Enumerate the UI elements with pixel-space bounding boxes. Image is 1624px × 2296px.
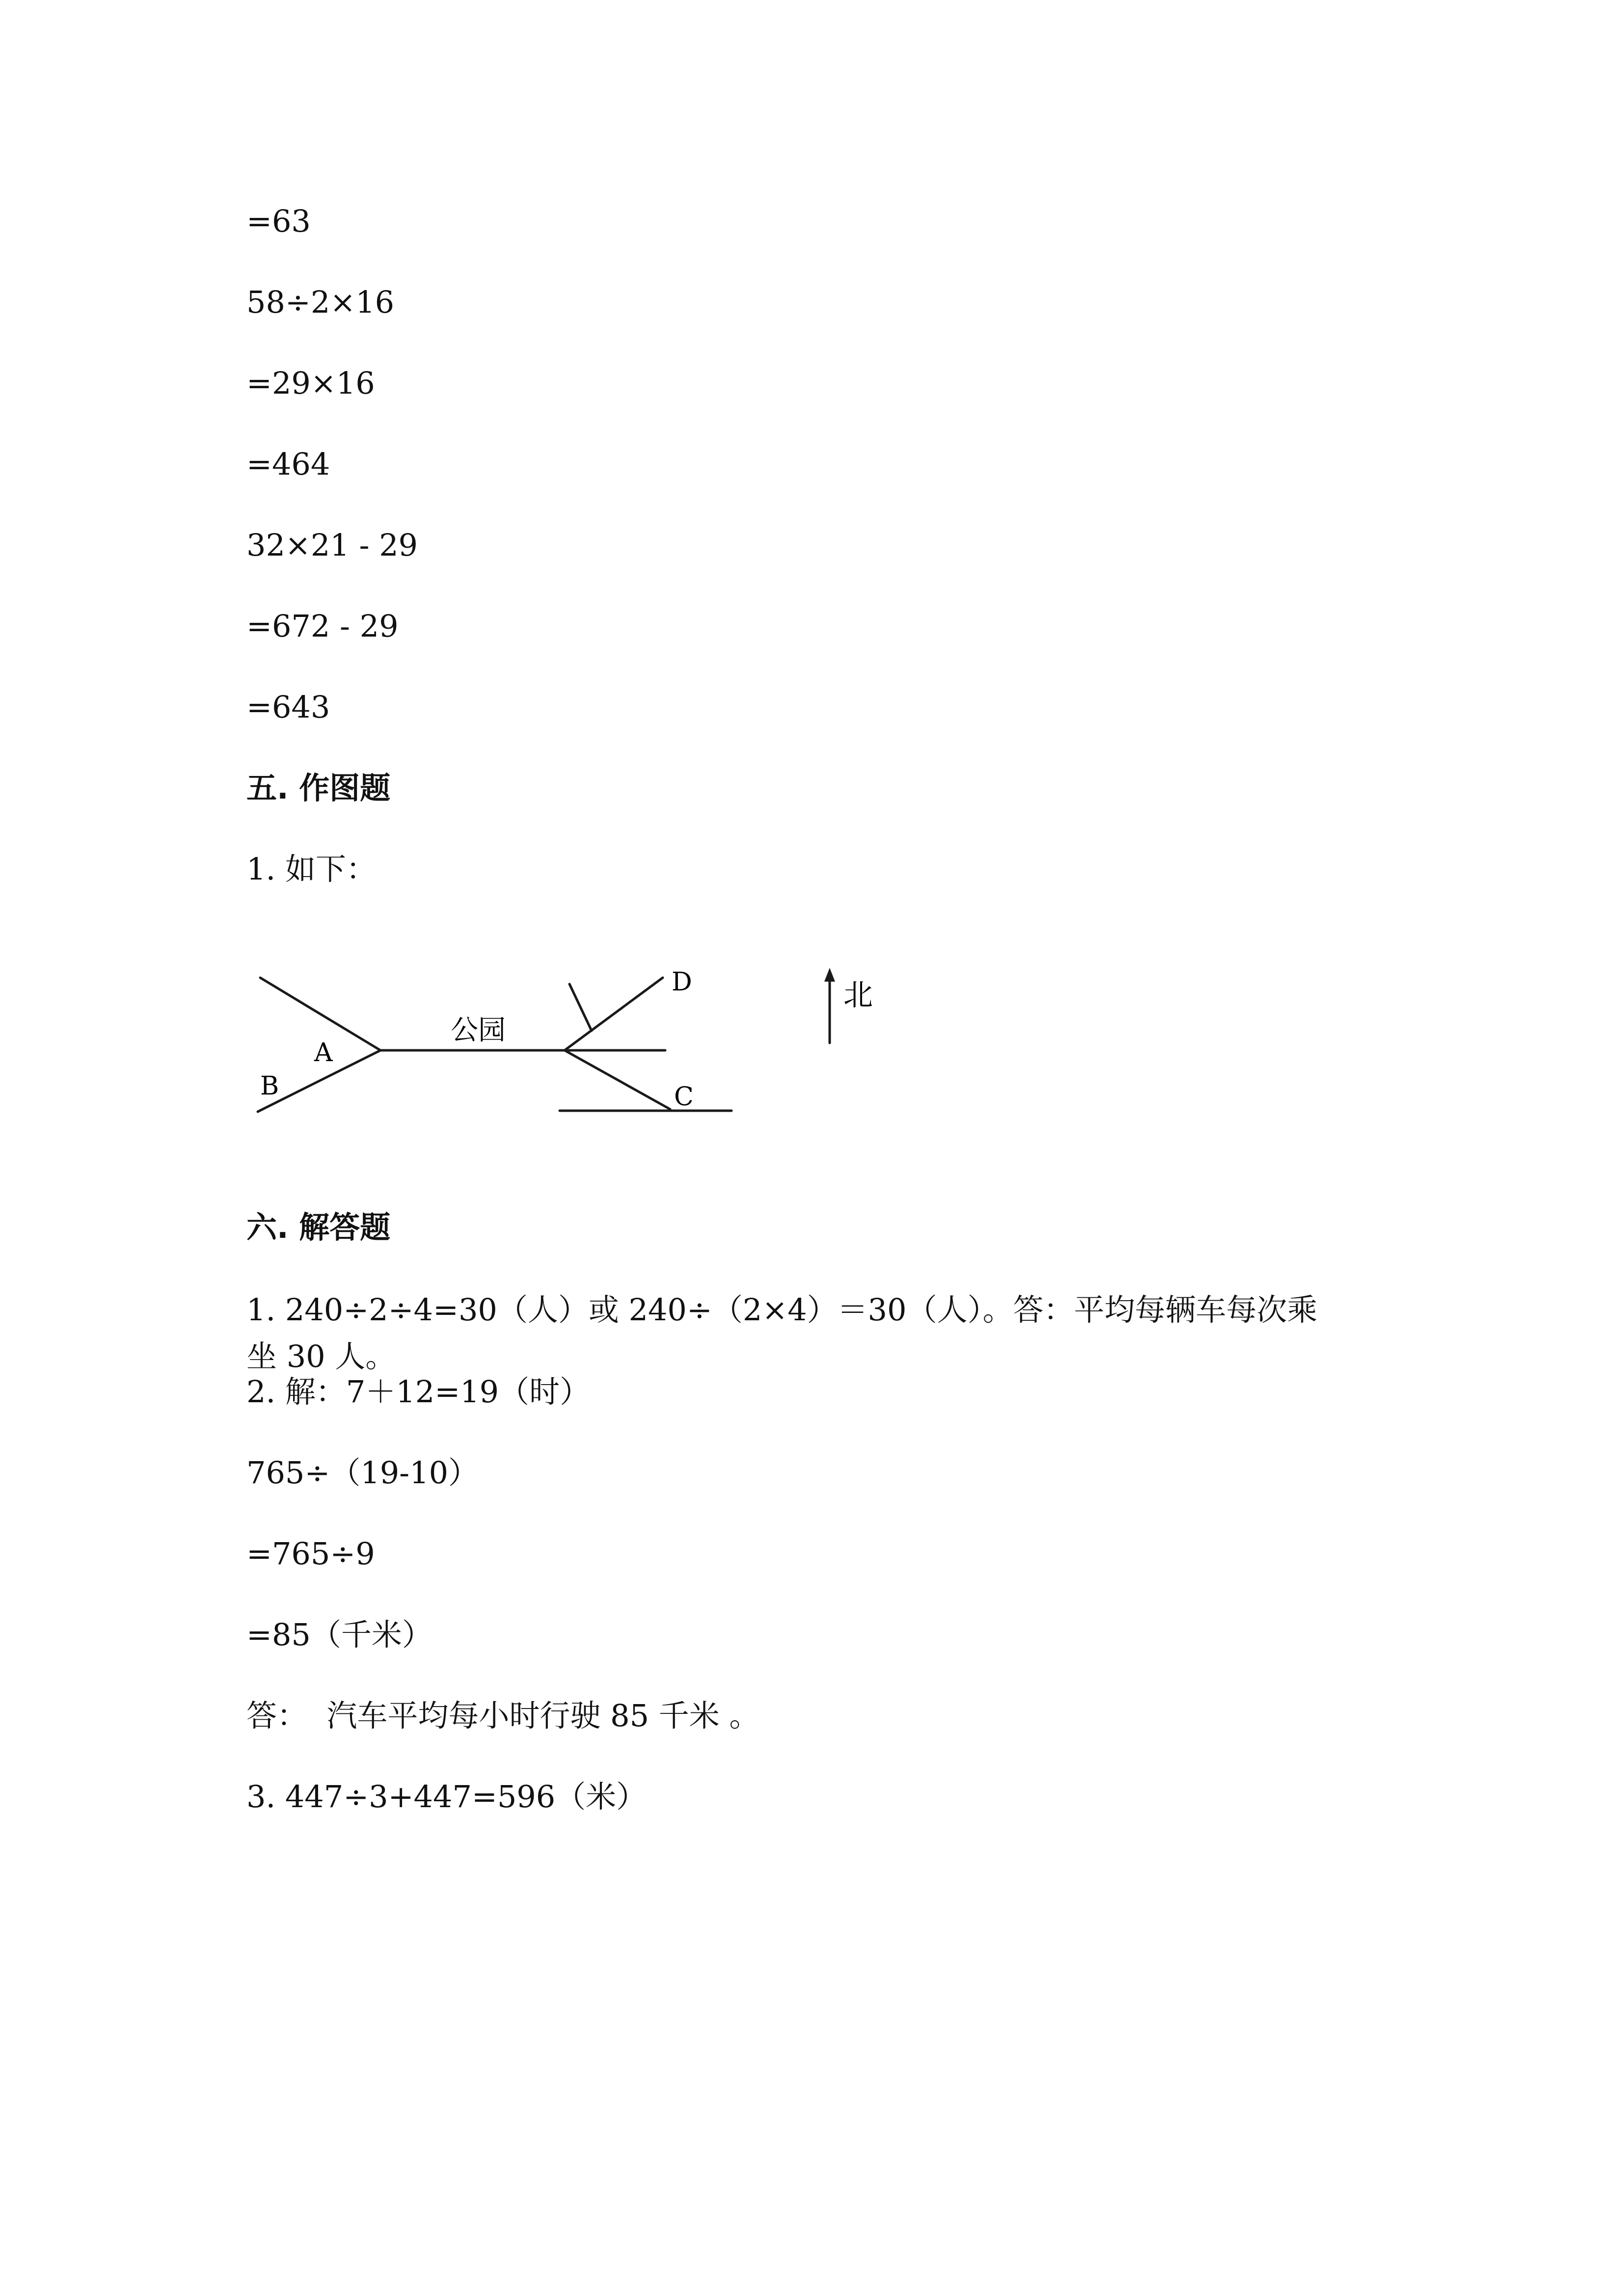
calc-line-6: =672 - 29 [246,608,399,644]
calc-line-3: =29×16 [246,365,375,401]
q3-line: 3. 447÷3+447=596（米） [246,1779,647,1815]
calc-line-2: 58÷2×16 [246,284,395,320]
q2-line3: =765÷9 [246,1536,375,1572]
q2-answer: 答： 汽车平均每小时行驶 85 千米 。 [246,1698,760,1734]
label-park: 公园 [451,1015,506,1046]
ray-to-c [565,1050,670,1109]
q2-line2: 765÷（19-10） [246,1455,479,1491]
direction-diagram [245,947,933,1134]
calc-line-5: 32×21 - 29 [246,527,418,563]
ray-to-d [565,978,663,1050]
label-c: C [674,1082,694,1112]
q1-line2: 坐 30 人。 [246,1338,396,1374]
calc-line-1: =63 [246,203,311,239]
calc-line-7: =643 [246,689,330,725]
label-b: B [260,1071,279,1101]
label-a: A [314,1038,333,1068]
q2-line1: 2. 解：7＋12=19（时） [246,1374,591,1410]
label-d: D [672,967,692,997]
q1-line1: 1. 240÷2÷4=30（人）或 240÷（2×4）＝30（人）。答：平均每辆车每次乘 [246,1292,1318,1328]
label-north: 北 [843,978,873,1013]
branch-tick [569,984,592,1031]
q2-line4: =85（千米） [246,1617,433,1653]
section6-heading: 六. 解答题 [246,1209,391,1245]
section5-heading: 五. 作图题 [246,770,391,806]
north-arrow-head [824,968,835,982]
calc-line-4: =464 [246,446,330,482]
section5-item1: 1. 如下： [246,851,377,887]
